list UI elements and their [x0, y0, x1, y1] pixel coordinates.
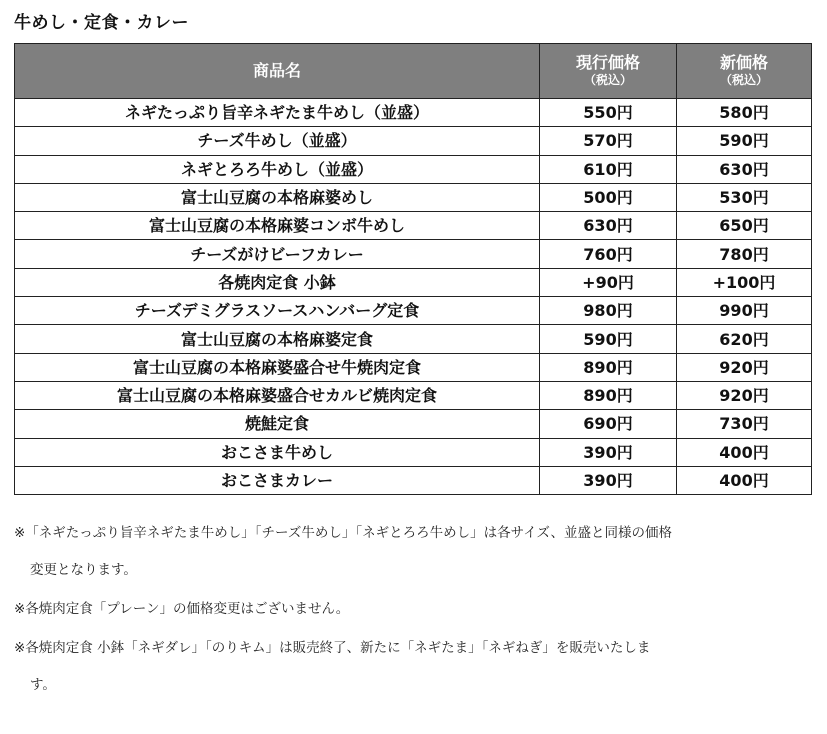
table-row	[15, 325, 812, 353]
cell-current-price: 690円	[540, 410, 677, 438]
cell-new-price: +100円	[677, 268, 812, 296]
table-row	[15, 353, 812, 381]
header-current-tax-note: （税込）	[583, 73, 632, 87]
cell-product-name: 富士山豆腐の本格麻婆コンボ牛めし	[15, 212, 540, 240]
cell-current-price: 890円	[540, 353, 677, 381]
cell-current-price: 760円	[540, 240, 677, 268]
cell-product-name: 富士山豆腐の本格麻婆めし	[15, 183, 540, 211]
cell-new-price: 530円	[677, 183, 812, 211]
note: ※各焼肉定食 小鉢「ネギダレ」「のりキム」は販売終了、新たに「ネギたま」「ネギねぎ」を販売いたしま す。	[14, 640, 651, 693]
notes-section	[14, 522, 814, 697]
cell-new-price: 920円	[677, 381, 812, 409]
table-row	[15, 99, 812, 127]
table-row	[15, 297, 812, 325]
cell-current-price: 570円	[540, 127, 677, 155]
price-table	[14, 43, 812, 495]
cell-new-price: 650円	[677, 212, 812, 240]
table-row	[15, 212, 812, 240]
cell-new-price: 920円	[677, 353, 812, 381]
table-row	[15, 410, 812, 438]
cell-new-price: 580円	[677, 99, 812, 127]
cell-new-price: 730円	[677, 410, 812, 438]
table-row	[15, 438, 812, 466]
table-row	[15, 240, 812, 268]
cell-product-name: おこさま牛めし	[15, 438, 540, 466]
header-current-price: 現行価格 （税込）	[540, 44, 677, 99]
header-new-price: 新価格 （税込）	[677, 44, 812, 99]
cell-new-price: 630円	[677, 155, 812, 183]
cell-current-price: 890円	[540, 381, 677, 409]
cell-current-price: 610円	[540, 155, 677, 183]
cell-product-name: おこさまカレー	[15, 466, 540, 494]
cell-new-price: 400円	[677, 438, 812, 466]
table-row	[15, 466, 812, 494]
cell-product-name: 焼鮭定食	[15, 410, 540, 438]
cell-new-price: 990円	[677, 297, 812, 325]
header-product-name: 商品名	[15, 44, 540, 99]
cell-current-price: +90円	[540, 268, 677, 296]
cell-new-price: 620円	[677, 325, 812, 353]
table-row	[15, 381, 812, 409]
cell-product-name: チーズがけビーフカレー	[15, 240, 540, 268]
cell-product-name: 富士山豆腐の本格麻婆定食	[15, 325, 540, 353]
cell-current-price: 500円	[540, 183, 677, 211]
cell-product-name: ネギたっぷり旨辛ネギたま牛めし（並盛）	[15, 99, 540, 127]
cell-current-price: 590円	[540, 325, 677, 353]
cell-product-name: ネギとろろ牛めし（並盛）	[15, 155, 540, 183]
cell-product-name: チーズ牛めし（並盛）	[15, 127, 540, 155]
page-title: 牛めし・定食・カレー	[14, 13, 189, 33]
cell-new-price: 400円	[677, 466, 812, 494]
table-row	[15, 155, 812, 183]
table-header-row	[15, 44, 812, 99]
cell-product-name: 富士山豆腐の本格麻婆盛合せカルビ焼肉定食	[15, 381, 540, 409]
cell-current-price: 550円	[540, 99, 677, 127]
cell-product-name: チーズデミグラスソースハンバーグ定食	[15, 297, 540, 325]
cell-current-price: 390円	[540, 466, 677, 494]
note: ※「ネギたっぷり旨辛ネギたま牛めし」「チーズ牛めし」「ネギとろろ牛めし」は各サイズ、並盛と同様の価格 変更となります。	[14, 525, 672, 578]
cell-current-price: 390円	[540, 438, 677, 466]
cell-current-price: 630円	[540, 212, 677, 240]
table-row	[15, 268, 812, 296]
table-row	[15, 183, 812, 211]
table-row	[15, 127, 812, 155]
cell-product-name: 各焼肉定食 小鉢	[15, 268, 540, 296]
cell-product-name: 富士山豆腐の本格麻婆盛合せ牛焼肉定食	[15, 353, 540, 381]
cell-new-price: 590円	[677, 127, 812, 155]
note: ※各焼肉定食「プレーン」の価格変更はございません。	[14, 601, 350, 617]
cell-current-price: 980円	[540, 297, 677, 325]
cell-new-price: 780円	[677, 240, 812, 268]
header-new-tax-note: （税込）	[719, 73, 768, 87]
